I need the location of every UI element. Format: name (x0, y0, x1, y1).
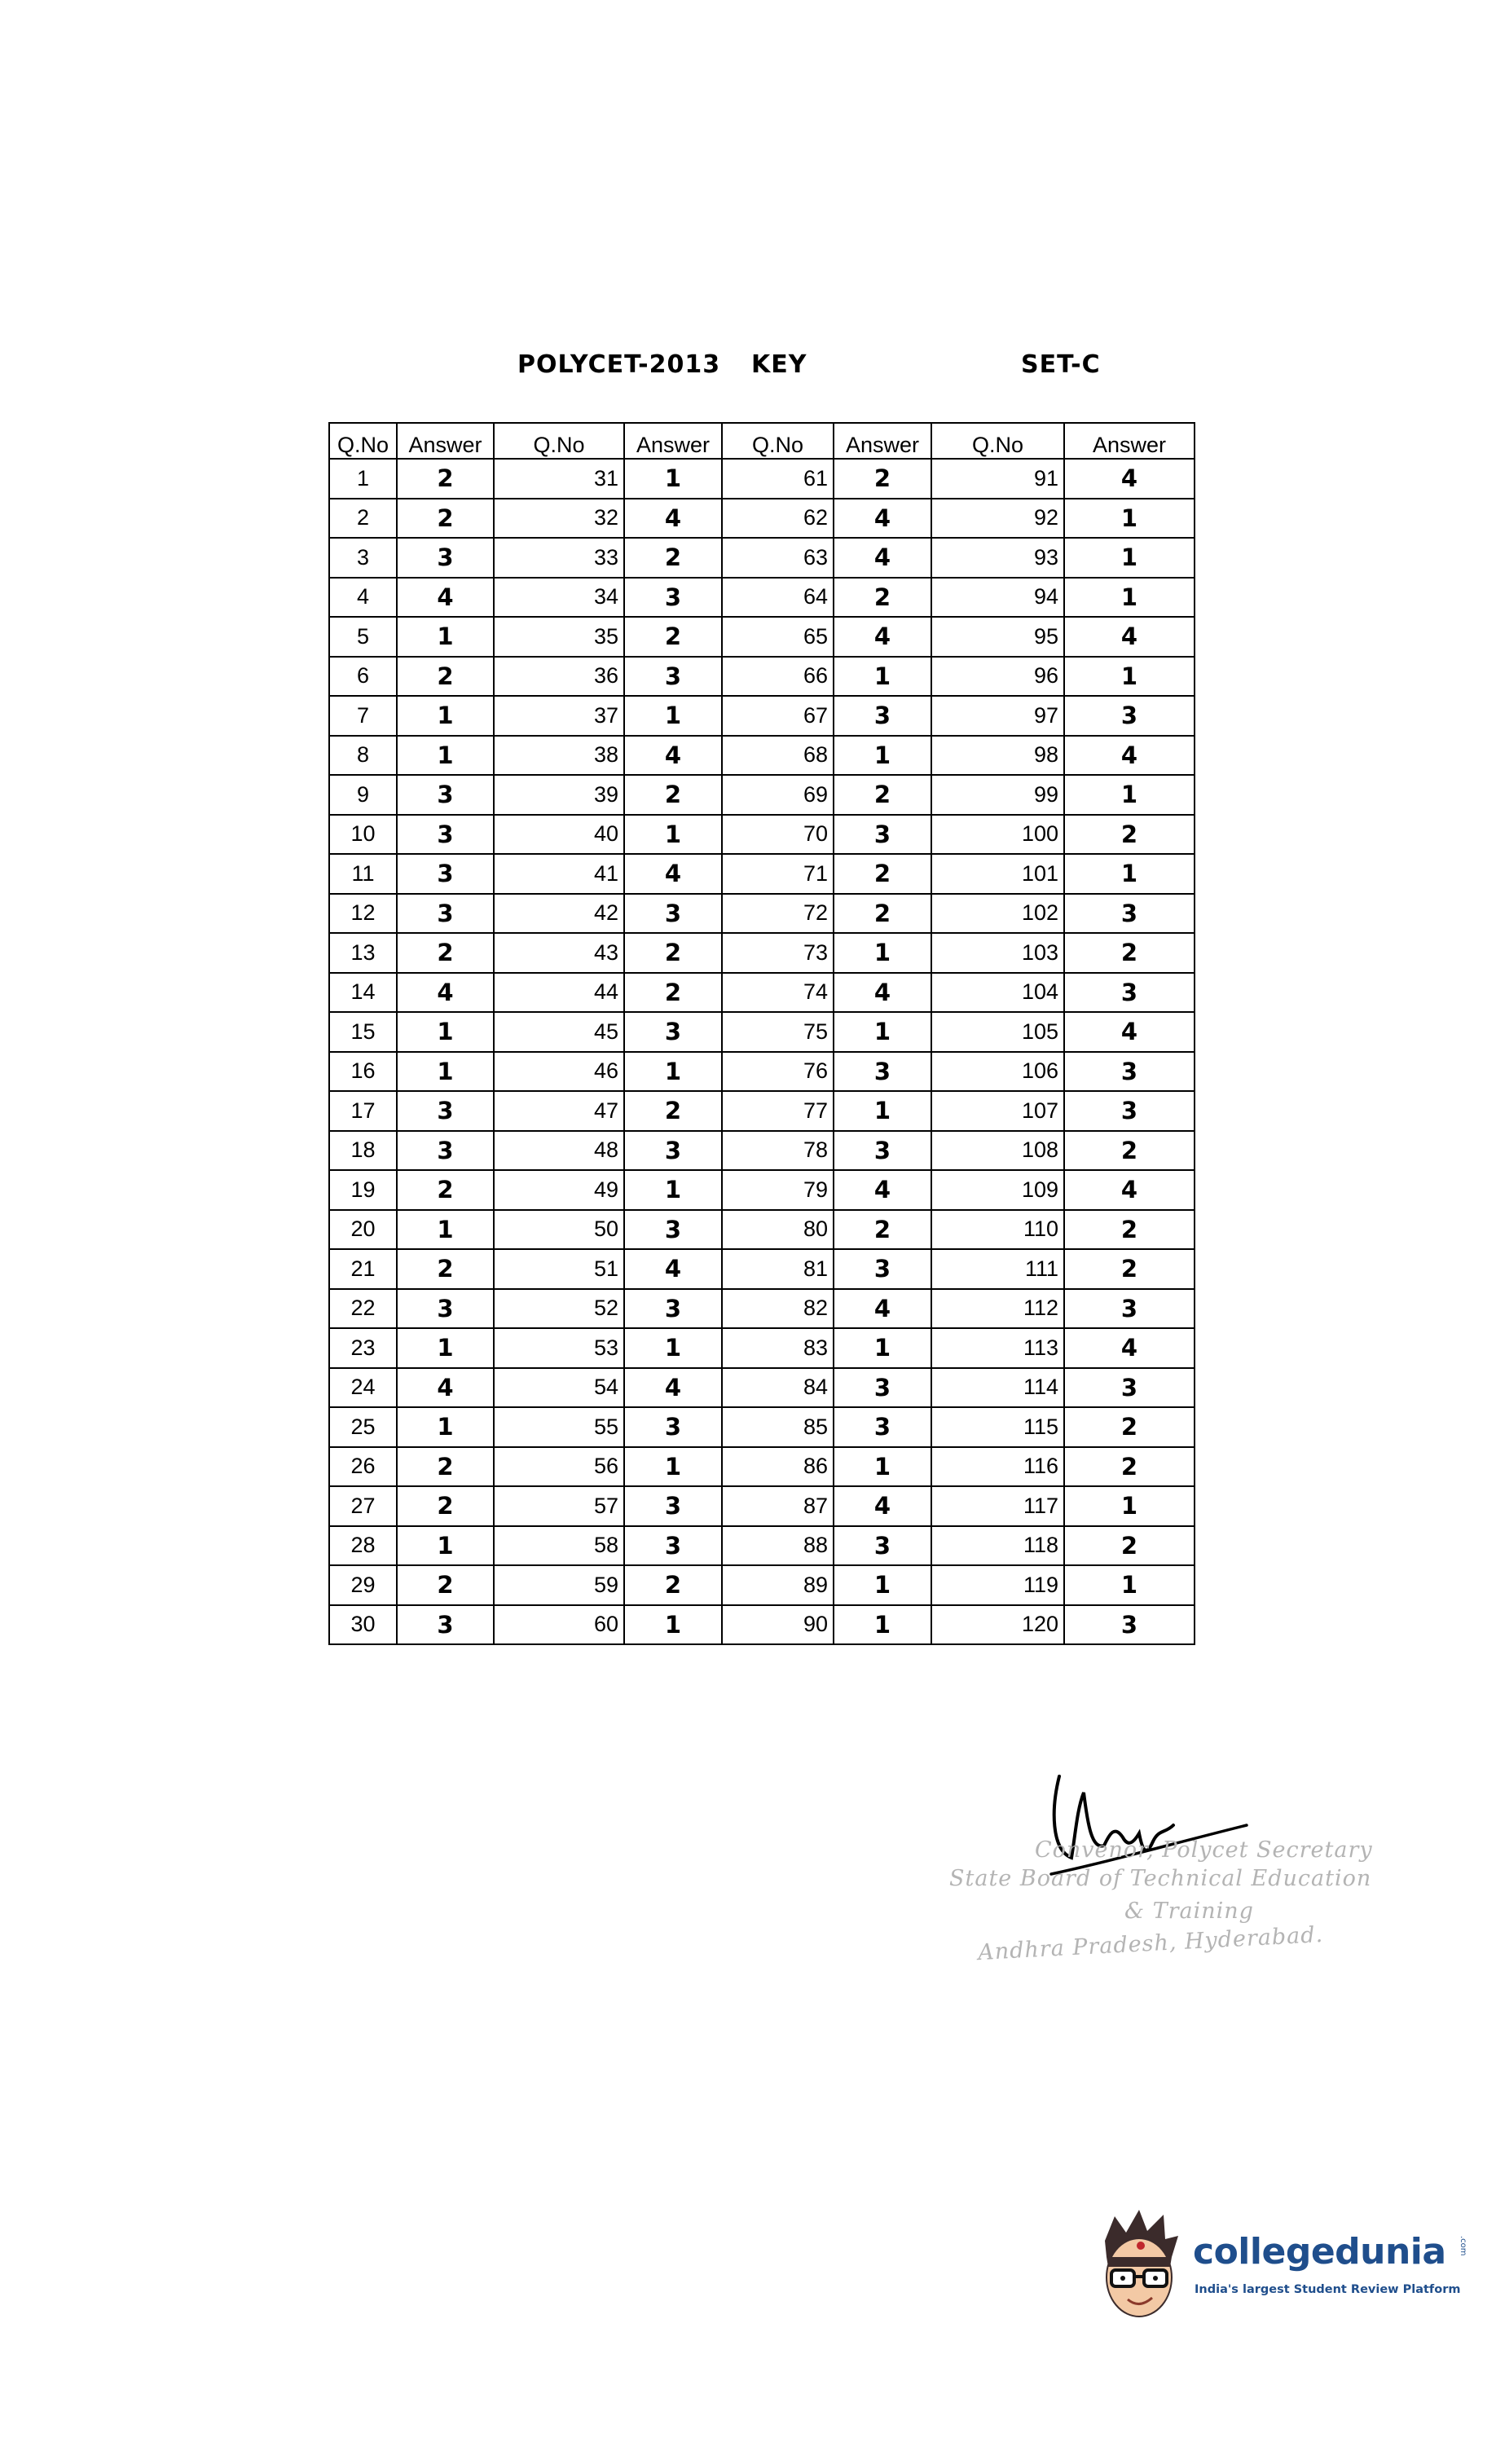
answer-cell: 3 (1064, 696, 1195, 736)
question-number-cell: 48 (494, 1131, 624, 1171)
answer-cell: 4 (624, 1368, 722, 1408)
question-number-cell: 17 (329, 1091, 397, 1131)
question-number-cell: 5 (329, 617, 397, 657)
question-number-cell: 64 (722, 578, 834, 618)
answer-cell: 4 (1064, 1012, 1195, 1052)
question-number-cell: 76 (722, 1052, 834, 1092)
table-row (329, 499, 1195, 539)
answer-cell: 2 (624, 933, 722, 973)
question-number-cell: 88 (722, 1526, 834, 1566)
answer-cell: 2 (1064, 1210, 1195, 1250)
answer-cell: 3 (1064, 1368, 1195, 1408)
question-number-cell: 111 (931, 1249, 1064, 1289)
answer-cell: 4 (397, 578, 494, 618)
answer-cell: 3 (397, 1091, 494, 1131)
answer-cell: 1 (1064, 854, 1195, 894)
question-number-cell: 45 (494, 1012, 624, 1052)
table-row (329, 1131, 1195, 1171)
question-number-cell: 43 (494, 933, 624, 973)
answer-cell: 1 (624, 1170, 722, 1210)
answer-cell: 3 (834, 696, 931, 736)
table-row (329, 1289, 1195, 1329)
answer-cell: 2 (1064, 1249, 1195, 1289)
question-number-cell: 31 (494, 459, 624, 499)
question-number-cell: 112 (931, 1289, 1064, 1329)
answer-cell: 3 (834, 815, 931, 855)
question-number-cell: 108 (931, 1131, 1064, 1171)
question-number-cell: 36 (494, 657, 624, 697)
question-number-cell: 15 (329, 1012, 397, 1052)
table-row (329, 1368, 1195, 1408)
answer-key-table (328, 422, 1195, 1645)
question-number-cell: 105 (931, 1012, 1064, 1052)
answer-cell: 3 (1064, 973, 1195, 1013)
answer-cell: 3 (397, 894, 494, 934)
question-number-cell: 46 (494, 1052, 624, 1092)
answer-cell: 1 (624, 1447, 722, 1487)
question-number-cell: 114 (931, 1368, 1064, 1408)
answer-cell: 1 (834, 1447, 931, 1487)
answer-cell: 3 (624, 894, 722, 934)
question-number-cell: 97 (931, 696, 1064, 736)
answer-cell: 4 (834, 499, 931, 539)
answer-cell: 3 (834, 1249, 931, 1289)
document-key-label: KEY (751, 350, 807, 379)
answer-cell: 2 (834, 1210, 931, 1250)
answer-cell: 1 (397, 696, 494, 736)
answer-cell: 4 (834, 538, 931, 578)
answer-cell: 1 (397, 1210, 494, 1250)
table-row (329, 815, 1195, 855)
answer-cell: 1 (624, 1328, 722, 1368)
question-number-cell: 71 (722, 854, 834, 894)
answer-cell: 2 (397, 1447, 494, 1487)
answer-cell: 1 (397, 1526, 494, 1566)
table-row (329, 657, 1195, 697)
question-number-cell: 80 (722, 1210, 834, 1250)
answer-cell: 1 (624, 1052, 722, 1092)
question-number-cell: 106 (931, 1052, 1064, 1092)
question-number-cell: 85 (722, 1407, 834, 1447)
table-row (329, 775, 1195, 815)
question-number-cell: 95 (931, 617, 1064, 657)
answer-cell: 1 (1064, 1486, 1195, 1526)
column-header-answer: Answer (624, 423, 722, 459)
question-number-cell: 28 (329, 1526, 397, 1566)
answer-cell: 2 (397, 499, 494, 539)
table-row (329, 578, 1195, 618)
table-row (329, 1605, 1195, 1645)
column-header-qno: Q.No (931, 423, 1064, 459)
question-number-cell: 96 (931, 657, 1064, 697)
question-number-cell: 39 (494, 775, 624, 815)
document-title: POLYCET-2013 (517, 350, 721, 379)
question-number-cell: 86 (722, 1447, 834, 1487)
question-number-cell: 1 (329, 459, 397, 499)
question-number-cell: 34 (494, 578, 624, 618)
answer-cell: 1 (1064, 538, 1195, 578)
question-number-cell: 116 (931, 1447, 1064, 1487)
question-number-cell: 44 (494, 973, 624, 1013)
answer-cell: 3 (397, 1605, 494, 1645)
answer-cell: 3 (1064, 1052, 1195, 1092)
answer-cell: 1 (397, 1328, 494, 1368)
answer-cell: 4 (834, 617, 931, 657)
answer-cell: 4 (624, 854, 722, 894)
table-row (329, 854, 1195, 894)
answer-cell: 3 (624, 1289, 722, 1329)
answer-cell: 3 (624, 1407, 722, 1447)
question-number-cell: 70 (722, 815, 834, 855)
question-number-cell: 90 (722, 1605, 834, 1645)
answer-cell: 2 (1064, 933, 1195, 973)
question-number-cell: 57 (494, 1486, 624, 1526)
answer-cell: 4 (834, 1170, 931, 1210)
question-number-cell: 87 (722, 1486, 834, 1526)
question-number-cell: 98 (931, 736, 1064, 776)
question-number-cell: 115 (931, 1407, 1064, 1447)
question-number-cell: 103 (931, 933, 1064, 973)
question-number-cell: 74 (722, 973, 834, 1013)
answer-cell: 3 (834, 1131, 931, 1171)
question-number-cell: 58 (494, 1526, 624, 1566)
answer-cell: 2 (397, 933, 494, 973)
question-number-cell: 72 (722, 894, 834, 934)
question-number-cell: 66 (722, 657, 834, 697)
answer-cell: 1 (834, 1328, 931, 1368)
question-number-cell: 9 (329, 775, 397, 815)
answer-cell: 1 (624, 459, 722, 499)
answer-cell: 1 (624, 1605, 722, 1645)
answer-cell: 4 (1064, 1170, 1195, 1210)
question-number-cell: 94 (931, 578, 1064, 618)
question-number-cell: 23 (329, 1328, 397, 1368)
answer-cell: 4 (1064, 1328, 1195, 1368)
answer-cell: 1 (1064, 1565, 1195, 1605)
question-number-cell: 81 (722, 1249, 834, 1289)
question-number-cell: 14 (329, 973, 397, 1013)
question-number-cell: 22 (329, 1289, 397, 1329)
question-number-cell: 92 (931, 499, 1064, 539)
answer-cell: 2 (834, 775, 931, 815)
question-number-cell: 35 (494, 617, 624, 657)
answer-cell: 3 (834, 1407, 931, 1447)
table-row (329, 933, 1195, 973)
question-number-cell: 51 (494, 1249, 624, 1289)
column-header-answer: Answer (834, 423, 931, 459)
question-number-cell: 77 (722, 1091, 834, 1131)
answer-cell: 3 (397, 1289, 494, 1329)
answer-cell: 2 (834, 459, 931, 499)
table-row (329, 617, 1195, 657)
answer-cell: 3 (1064, 894, 1195, 934)
answer-cell: 3 (1064, 1289, 1195, 1329)
table-row (329, 1249, 1195, 1289)
answer-cell: 1 (834, 1605, 931, 1645)
answer-cell: 2 (397, 1170, 494, 1210)
answer-cell: 2 (1064, 1131, 1195, 1171)
answer-cell: 1 (834, 1565, 931, 1605)
question-number-cell: 61 (722, 459, 834, 499)
question-number-cell: 53 (494, 1328, 624, 1368)
question-number-cell: 68 (722, 736, 834, 776)
answer-cell: 3 (397, 538, 494, 578)
answer-cell: 2 (397, 1249, 494, 1289)
table-row (329, 1565, 1195, 1605)
answer-cell: 1 (397, 1012, 494, 1052)
table-row (329, 1052, 1195, 1092)
answer-cell: 2 (397, 1486, 494, 1526)
question-number-cell: 109 (931, 1170, 1064, 1210)
table-row (329, 1526, 1195, 1566)
answer-cell: 4 (397, 1368, 494, 1408)
answer-cell: 3 (624, 578, 722, 618)
table-header-row (329, 423, 1195, 459)
answer-cell: 3 (624, 657, 722, 697)
answer-cell: 4 (834, 1289, 931, 1329)
answer-cell: 2 (397, 459, 494, 499)
answer-cell: 3 (1064, 1605, 1195, 1645)
table-row (329, 1091, 1195, 1131)
column-header-qno: Q.No (722, 423, 834, 459)
answer-cell: 4 (1064, 459, 1195, 499)
answer-cell: 2 (834, 894, 931, 934)
question-number-cell: 38 (494, 736, 624, 776)
table-row (329, 1407, 1195, 1447)
question-number-cell: 55 (494, 1407, 624, 1447)
stamp-line-3: & Training (1124, 1899, 1254, 1924)
answer-cell: 2 (1064, 1526, 1195, 1566)
document-set-label: SET-C (1021, 350, 1101, 379)
answer-cell: 2 (1064, 1407, 1195, 1447)
table-row (329, 1012, 1195, 1052)
question-number-cell: 32 (494, 499, 624, 539)
answer-cell: 2 (624, 617, 722, 657)
question-number-cell: 16 (329, 1052, 397, 1092)
table-row (329, 696, 1195, 736)
question-number-cell: 3 (329, 538, 397, 578)
answer-cell: 2 (834, 854, 931, 894)
answer-cell: 1 (397, 736, 494, 776)
table-row (329, 973, 1195, 1013)
question-number-cell: 100 (931, 815, 1064, 855)
answer-cell: 3 (624, 1210, 722, 1250)
stamp-line-4: Andhra Pradesh, Hyderabad. (977, 1921, 1324, 1966)
question-number-cell: 75 (722, 1012, 834, 1052)
question-number-cell: 11 (329, 854, 397, 894)
answer-cell: 1 (834, 933, 931, 973)
question-number-cell: 27 (329, 1486, 397, 1526)
brand-suffix: .com (1459, 2236, 1467, 2256)
question-number-cell: 13 (329, 933, 397, 973)
answer-cell: 4 (834, 973, 931, 1013)
question-number-cell: 65 (722, 617, 834, 657)
answer-cell: 3 (1064, 1091, 1195, 1131)
column-header-answer: Answer (1064, 423, 1195, 459)
table-row (329, 459, 1195, 499)
question-number-cell: 102 (931, 894, 1064, 934)
answer-cell: 1 (834, 1012, 931, 1052)
question-number-cell: 49 (494, 1170, 624, 1210)
answer-cell: 2 (624, 538, 722, 578)
answer-cell: 3 (397, 815, 494, 855)
question-number-cell: 52 (494, 1289, 624, 1329)
answer-cell: 1 (1064, 499, 1195, 539)
answer-cell: 3 (834, 1368, 931, 1408)
table-row (329, 1447, 1195, 1487)
answer-cell: 1 (397, 617, 494, 657)
question-number-cell: 62 (722, 499, 834, 539)
table-row (329, 538, 1195, 578)
question-number-cell: 42 (494, 894, 624, 934)
question-number-cell: 33 (494, 538, 624, 578)
question-number-cell: 113 (931, 1328, 1064, 1368)
question-number-cell: 84 (722, 1368, 834, 1408)
answer-cell: 2 (624, 1091, 722, 1131)
answer-cell: 2 (1064, 815, 1195, 855)
answer-cell: 2 (834, 578, 931, 618)
answer-cell: 2 (624, 775, 722, 815)
answer-cell: 1 (1064, 657, 1195, 697)
answer-cell: 3 (624, 1131, 722, 1171)
answer-cell: 1 (397, 1407, 494, 1447)
question-number-cell: 40 (494, 815, 624, 855)
answer-cell: 4 (397, 973, 494, 1013)
question-number-cell: 56 (494, 1447, 624, 1487)
answer-cell: 2 (397, 1565, 494, 1605)
answer-cell: 1 (624, 696, 722, 736)
table-row (329, 736, 1195, 776)
question-number-cell: 4 (329, 578, 397, 618)
question-number-cell: 107 (931, 1091, 1064, 1131)
answer-cell: 3 (624, 1486, 722, 1526)
answer-cell: 2 (624, 973, 722, 1013)
stamp-line-2: State Board of Technical Education (949, 1866, 1372, 1891)
question-number-cell: 79 (722, 1170, 834, 1210)
question-number-cell: 25 (329, 1407, 397, 1447)
question-number-cell: 110 (931, 1210, 1064, 1250)
question-number-cell: 8 (329, 736, 397, 776)
answer-cell: 4 (624, 1249, 722, 1289)
question-number-cell: 30 (329, 1605, 397, 1645)
answer-cell: 3 (397, 775, 494, 815)
question-number-cell: 91 (931, 459, 1064, 499)
question-number-cell: 118 (931, 1526, 1064, 1566)
stamp-line-1: Convenor, Polycet Secretary (1035, 1837, 1373, 1863)
question-number-cell: 120 (931, 1605, 1064, 1645)
question-number-cell: 83 (722, 1328, 834, 1368)
brand-tagline: India's largest Student Review Platform (1195, 2283, 1461, 2296)
question-number-cell: 7 (329, 696, 397, 736)
question-number-cell: 20 (329, 1210, 397, 1250)
question-number-cell: 119 (931, 1565, 1064, 1605)
question-number-cell: 12 (329, 894, 397, 934)
answer-cell: 4 (834, 1486, 931, 1526)
question-number-cell: 99 (931, 775, 1064, 815)
answer-cell: 4 (1064, 736, 1195, 776)
answer-cell: 4 (624, 499, 722, 539)
answer-cell: 3 (624, 1012, 722, 1052)
answer-cell: 1 (834, 1091, 931, 1131)
question-number-cell: 18 (329, 1131, 397, 1171)
answer-cell: 2 (397, 657, 494, 697)
question-number-cell: 2 (329, 499, 397, 539)
question-number-cell: 26 (329, 1447, 397, 1487)
question-number-cell: 63 (722, 538, 834, 578)
question-number-cell: 101 (931, 854, 1064, 894)
answer-cell: 1 (834, 736, 931, 776)
question-number-cell: 73 (722, 933, 834, 973)
table-row (329, 1328, 1195, 1368)
answer-cell: 1 (624, 815, 722, 855)
answer-cell: 2 (1064, 1447, 1195, 1487)
answer-cell: 4 (1064, 617, 1195, 657)
student-mascot-icon (1090, 2208, 1188, 2330)
question-number-cell: 10 (329, 815, 397, 855)
question-number-cell: 19 (329, 1170, 397, 1210)
table-row (329, 894, 1195, 934)
question-number-cell: 60 (494, 1605, 624, 1645)
answer-cell: 3 (834, 1526, 931, 1566)
question-number-cell: 24 (329, 1368, 397, 1408)
question-number-cell: 54 (494, 1368, 624, 1408)
question-number-cell: 69 (722, 775, 834, 815)
answer-cell: 3 (624, 1526, 722, 1566)
question-number-cell: 21 (329, 1249, 397, 1289)
question-number-cell: 50 (494, 1210, 624, 1250)
question-number-cell: 104 (931, 973, 1064, 1013)
answer-cell: 3 (397, 854, 494, 894)
question-number-cell: 117 (931, 1486, 1064, 1526)
answer-cell: 3 (397, 1131, 494, 1171)
brand-name: collegedunia (1193, 2231, 1446, 2273)
column-header-qno: Q.No (494, 423, 624, 459)
question-number-cell: 47 (494, 1091, 624, 1131)
collegedunia-logo (1090, 2208, 1473, 2330)
question-number-cell: 41 (494, 854, 624, 894)
question-number-cell: 89 (722, 1565, 834, 1605)
answer-cell: 1 (834, 657, 931, 697)
question-number-cell: 37 (494, 696, 624, 736)
question-number-cell: 82 (722, 1289, 834, 1329)
answer-cell: 1 (1064, 775, 1195, 815)
answer-cell: 3 (834, 1052, 931, 1092)
answer-cell: 4 (624, 736, 722, 776)
question-number-cell: 67 (722, 696, 834, 736)
answer-cell: 1 (397, 1052, 494, 1092)
question-number-cell: 59 (494, 1565, 624, 1605)
question-number-cell: 93 (931, 538, 1064, 578)
answer-cell: 1 (1064, 578, 1195, 618)
question-number-cell: 6 (329, 657, 397, 697)
answer-cell: 2 (624, 1565, 722, 1605)
column-header-qno: Q.No (329, 423, 397, 459)
question-number-cell: 78 (722, 1131, 834, 1171)
question-number-cell: 29 (329, 1565, 397, 1605)
table-row (329, 1210, 1195, 1250)
column-header-answer: Answer (397, 423, 494, 459)
table-row (329, 1170, 1195, 1210)
table-row (329, 1486, 1195, 1526)
